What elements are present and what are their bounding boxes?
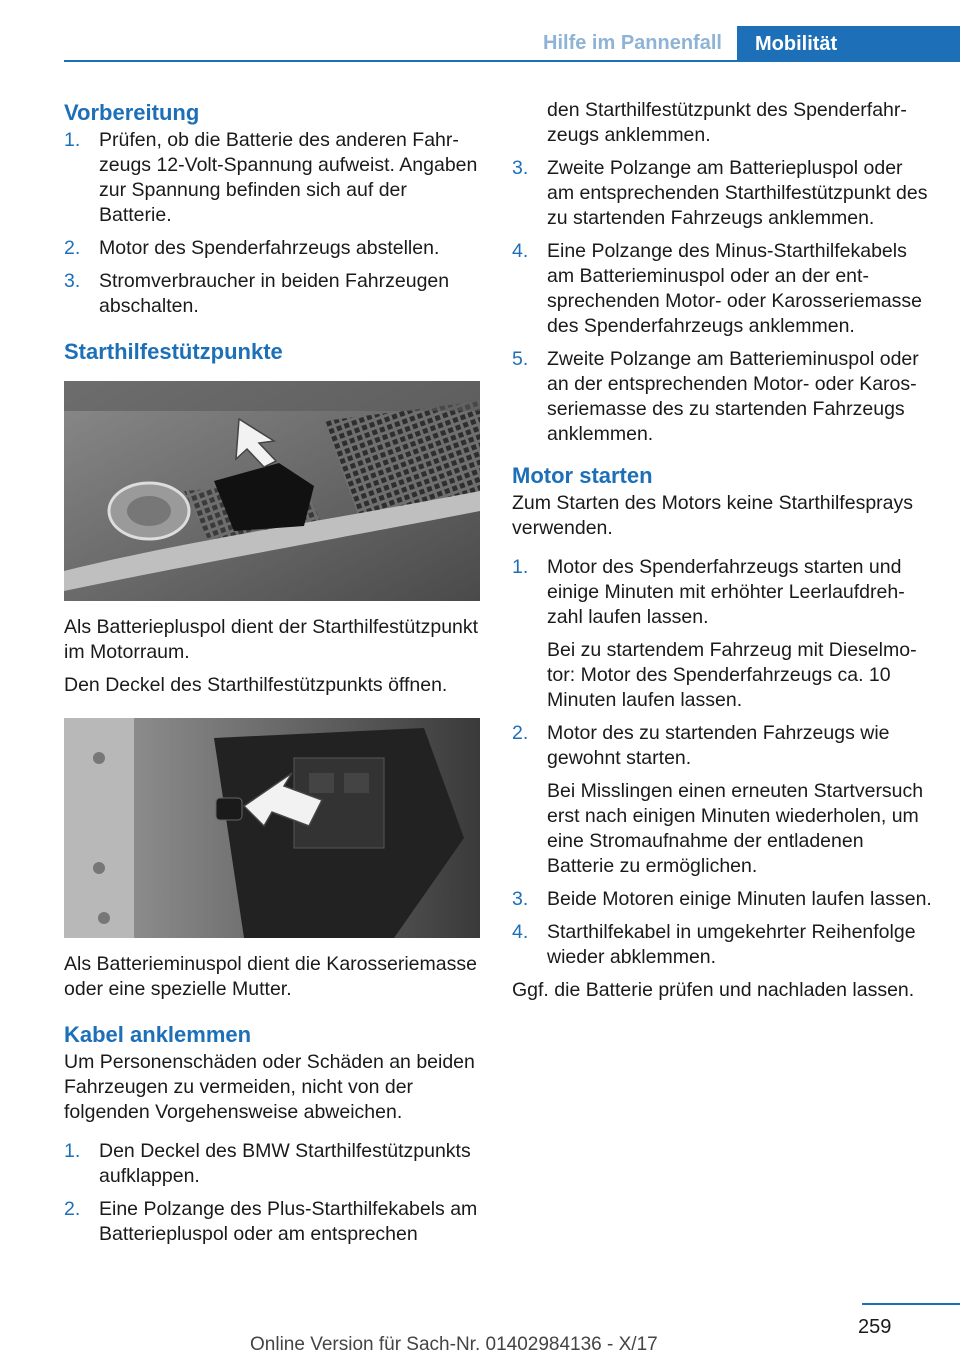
right-column: [512, 98, 932, 1011]
engine-bay-plus-image: [64, 381, 480, 601]
step-number: 4.: [512, 240, 529, 262]
list-item: [64, 236, 480, 261]
caption-minus-terminal: Als Batterieminuspol dient die Karosseriemasse oder eine spezielle Mutter.: [64, 953, 477, 1000]
list-item: [512, 347, 932, 447]
step-text: Zweite Polzange am Batterieminuspol oder an der entsprechenden Motor- oder Karosseriemasse des zu startenden Fahrzeugs anklemmen.: [547, 348, 919, 445]
step-number: 1.: [512, 556, 529, 578]
step-number: 3.: [512, 888, 529, 910]
list-item: [64, 1197, 480, 1247]
list-item: [512, 920, 932, 970]
step-text: Stromverbraucher in beiden Fahrzeugen abschalten.: [99, 270, 450, 317]
step-number: 3.: [512, 157, 529, 179]
heading-vorbereitung: Vorbereitung: [64, 100, 200, 125]
continuation-text: den Starthilfestützpunkt des Spenderfahrzeugs anklemmen.: [547, 99, 907, 146]
final-note: Ggf. die Batterie prüfen und nachladen lassen.: [512, 979, 915, 1001]
step-number: 4.: [512, 921, 529, 943]
heading-starthilfestuetzpunkte: Starthilfestützpunkte: [64, 339, 283, 364]
list-item: [512, 721, 932, 879]
step-text: Motor des Spenderfahrzeugs starten und einige Minuten mit erhöhter Leerlaufdrehzahl laufen lassen.: [547, 556, 905, 628]
step-note: Bei zu startendem Fahrzeug mit Dieselmotor: Motor des Spenderfahrzeugs ca. 10 Minuten laufen lassen.: [547, 639, 917, 711]
list-item: [512, 239, 932, 339]
header-rule: [64, 60, 960, 62]
list-item: [512, 887, 932, 912]
list-item: [512, 555, 932, 713]
step-text: Zweite Polzange am Batteriepluspol oder am entsprechenden Starthilfestützpunkt des zu startenden Fahrzeugs anklemmen.: [547, 157, 928, 229]
step-number: 1.: [64, 1140, 81, 1162]
step-text: Motor des zu startenden Fahrzeugs wie gewohnt starten.: [547, 722, 890, 769]
photo-plus-terminal: [64, 381, 480, 601]
step-number: 5.: [512, 348, 529, 370]
list-item: [64, 269, 480, 319]
vorbereitung-list: [64, 128, 480, 319]
kabel-list-continued: [512, 156, 932, 447]
footer-rule: [862, 1303, 960, 1305]
tab-hilfe-im-pannenfall[interactable]: Hilfe im Pannenfall: [543, 32, 722, 54]
step-text: Motor des Spenderfahrzeugs abstellen.: [99, 237, 440, 259]
kabel-intro: Um Personenschäden oder Schäden an beiden Fahrzeugen zu vermeiden, nicht von der folgenden Vorgehensweise abweichen.: [64, 1051, 475, 1123]
kabel-list: [64, 1139, 480, 1247]
heading-kabel-anklemmen: Kabel anklemmen: [64, 1022, 252, 1047]
engine-bay-minus-image: [64, 718, 480, 938]
page-number: 259: [858, 1316, 892, 1338]
caption-plus-terminal: Als Batteriepluspol dient der Starthilfestützpunkt im Motorraum.: [64, 616, 479, 663]
list-item: [512, 156, 932, 231]
step-text: Den Deckel des BMW Starthilfestützpunkts aufklappen.: [99, 1140, 471, 1187]
motor-intro: Zum Starten des Motors keine Starthilfesprays verwenden.: [512, 492, 913, 539]
heading-motor-starten: Motor starten: [512, 463, 653, 488]
caption-open-cover: Den Deckel des Starthilfestützpunkts öffnen.: [64, 674, 448, 696]
step-text: Eine Polzange des Plus-Starthilfekabels am Batteriepluspol oder am entsprechen: [99, 1198, 478, 1245]
list-item: [64, 1139, 480, 1189]
step-number: 2.: [64, 1198, 81, 1220]
step-note: Bei Misslingen einen erneuten Startversuch erst nach einigen Minuten wiederholen, um eine Stromaufnahme der entladenen Batterie zu ermöglichen.: [547, 780, 924, 877]
step-text: Beide Motoren einige Minuten laufen lassen.: [547, 888, 932, 910]
step-text: Eine Polzange des Minus-Starthilfekabels am Batterieminuspol oder an der entsprechenden Motor- oder Karosseriemasse des Spenderfahrzeugs anklemmen.: [547, 240, 923, 337]
step-number: 1.: [64, 129, 81, 151]
step-number: 2.: [512, 722, 529, 744]
tab-mobilitaet[interactable]: Mobilität: [737, 26, 960, 62]
step-text: Starthilfekabel in umgekehrter Reihenfolge wieder abklemmen.: [547, 921, 916, 968]
step-text: Prüfen, ob die Batterie des anderen Fahrzeugs 12-Volt-Spannung aufweist. Angaben zur Spannung befinden sich auf der Batterie.: [99, 129, 478, 226]
motor-list: [512, 555, 932, 970]
step-number: 2.: [64, 237, 81, 259]
list-item: [64, 128, 480, 228]
left-column: [64, 98, 480, 1255]
photo-minus-terminal: [64, 718, 480, 938]
step-number: 3.: [64, 270, 81, 292]
online-version-note: Online Version für Sach-Nr. 01402984136 - X/17: [250, 1334, 658, 1355]
